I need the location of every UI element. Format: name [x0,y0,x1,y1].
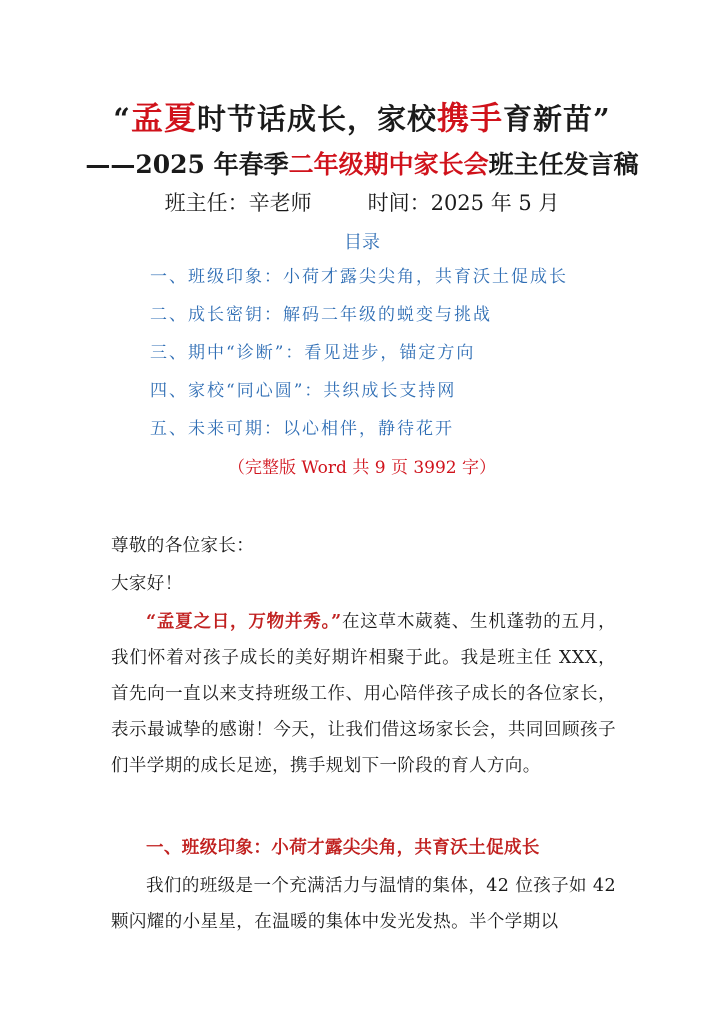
salutation: 尊敬的各位家长： [111,536,255,556]
table-of-contents [150,262,568,452]
section-heading-1: 一、班级印象：小荷才露尖尖角，共育沃土促成长 [146,838,540,858]
toc-item-4[interactable]: 四、家校“同心圆”：共织成长支持网 [150,381,457,401]
title-text-part1: 时节话成长，家校 [196,102,437,136]
word-count-note: （完整版 Word 共 9 页 3992 字） [227,458,497,478]
section1-paragraph: 我们的班级是一个充满活力与温情的集体，42 位孩子如 42 颗闪耀的小星星，在温暖的集体中发光发热。半个学期以 [111,876,616,932]
toc-title: 目录 [344,232,380,253]
toc-item-5[interactable]: 五、未来可期：以心相伴，静待花开 [150,419,454,439]
title-close-quote: ” [593,102,611,136]
subtitle-suffix: 班主任发言稿 [488,150,639,179]
toc-item-1[interactable]: 一、班级印象：小荷才露尖尖角，共育沃土促成长 [150,267,568,287]
meta-line [0,187,724,219]
subtitle-prefix: ——2025 年春季 [85,150,289,179]
greeting: 大家好！ [111,574,183,594]
subtitle-highlight: 二年级期中家长会 [288,150,489,179]
teacher-label: 班主任：辛老师 [164,191,312,215]
title-text-part2: 育新苗 [503,102,594,136]
title-highlight-mengxia: 孟夏 [130,99,197,137]
title-open-quote: “ [113,102,131,136]
opening-paragraph-text: 在这草木葳蕤、生机蓬勃的五月，我们怀着对孩子成长的美好期许相聚于此。我是班主任 XXX，首先向一直以来支持班级工作、用心陪伴孩子成长的各位家长，表示最诚挚的感谢！今天，让我们借这场家长会，共同回顾孩子们半学期的成长足迹，携手规划下一阶段的育人方向。 [111,612,616,776]
time-label: 时间：2025 年 5 月 [367,191,560,215]
opening-quote: “孟夏之日，万物并秀。” [146,612,342,632]
toc-item-3[interactable]: 三、期中“诊断”：看见进步，锚定方向 [150,343,476,363]
opening-paragraph [111,604,616,784]
toc-item-2[interactable]: 二、成长密钥：解码二年级的蜕变与挑战 [150,305,492,325]
subtitle [0,147,724,183]
main-title [0,98,724,139]
title-highlight-xieshou: 携手 [437,99,504,137]
